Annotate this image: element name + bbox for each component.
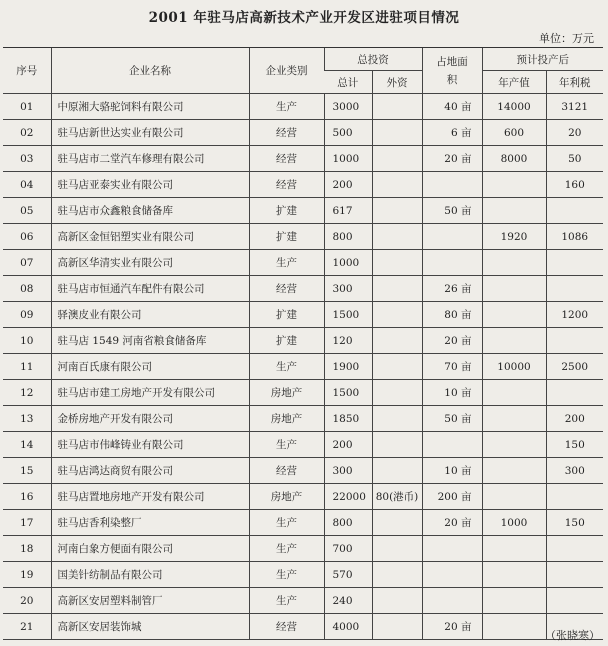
table-row — [3, 432, 603, 458]
cell-type: 经营 — [249, 458, 324, 484]
cell-annual-output — [482, 276, 546, 302]
cell-land-area — [422, 250, 482, 276]
header-total: 总计 — [324, 71, 372, 94]
cell-annual-output — [482, 562, 546, 588]
cell-land-area — [422, 224, 482, 250]
cell-annual-tax — [546, 380, 603, 406]
header-name: 企业名称 — [51, 48, 249, 94]
cell-type: 生产 — [249, 588, 324, 614]
cell-land-area — [422, 588, 482, 614]
cell-annual-output — [482, 198, 546, 224]
cell-total-investment: 1500 — [324, 380, 372, 406]
cell-company-name: 驻马店香利染整厂 — [51, 510, 249, 536]
cell-foreign-investment — [372, 302, 422, 328]
cell-total-investment: 1000 — [324, 250, 372, 276]
cell-annual-output — [482, 406, 546, 432]
header-seq: 序号 — [3, 48, 51, 94]
cell-land-area: 6 亩 — [422, 120, 482, 146]
cell-land-area: 80 亩 — [422, 302, 482, 328]
cell-foreign-investment — [372, 94, 422, 120]
cell-annual-tax — [546, 484, 603, 510]
unit-label: 单位：万元 — [539, 32, 594, 45]
cell-annual-tax — [546, 198, 603, 224]
page-title: 2001 年驻马店高新技术产业开发区进驻项目情况 — [148, 10, 460, 26]
cell-foreign-investment — [372, 432, 422, 458]
cell-foreign-investment — [372, 224, 422, 250]
cell-type: 扩建 — [249, 224, 324, 250]
cell-annual-tax: 1200 — [546, 302, 603, 328]
cell-foreign-investment — [372, 172, 422, 198]
cell-type: 经营 — [249, 614, 324, 640]
cell-foreign-investment — [372, 380, 422, 406]
cell-type: 生产 — [249, 510, 324, 536]
cell-type: 生产 — [249, 94, 324, 120]
cell-land-area: 20 亩 — [422, 510, 482, 536]
table-row — [3, 120, 603, 146]
cell-company-name: 中原湘大骆驼饲料有限公司 — [51, 94, 249, 120]
table-body — [3, 94, 603, 640]
cell-total-investment: 617 — [324, 198, 372, 224]
cell-total-investment: 3000 — [324, 94, 372, 120]
table-row — [3, 536, 603, 562]
cell-foreign-investment — [372, 536, 422, 562]
cell-foreign-investment — [372, 198, 422, 224]
cell-total-investment: 800 — [324, 510, 372, 536]
cell-seq: 04 — [3, 172, 51, 198]
cell-seq: 09 — [3, 302, 51, 328]
cell-type: 扩建 — [249, 198, 324, 224]
cell-foreign-investment — [372, 458, 422, 484]
cell-type: 经营 — [249, 276, 324, 302]
cell-type: 房地产 — [249, 484, 324, 510]
table-row — [3, 484, 603, 510]
table-row — [3, 302, 603, 328]
cell-seq: 10 — [3, 328, 51, 354]
cell-type: 房地产 — [249, 406, 324, 432]
cell-annual-tax: 150 — [546, 510, 603, 536]
cell-land-area — [422, 172, 482, 198]
cell-land-area: 26 亩 — [422, 276, 482, 302]
cell-land-area: 50 亩 — [422, 406, 482, 432]
cell-foreign-investment — [372, 588, 422, 614]
cell-annual-output: 8000 — [482, 146, 546, 172]
cell-type: 扩建 — [249, 302, 324, 328]
cell-seq: 13 — [3, 406, 51, 432]
cell-seq: 15 — [3, 458, 51, 484]
cell-total-investment: 1900 — [324, 354, 372, 380]
cell-company-name: 河南百氏康有限公司 — [51, 354, 249, 380]
cell-annual-tax — [546, 276, 603, 302]
cell-company-name: 河南白象方便面有限公司 — [51, 536, 249, 562]
cell-foreign-investment — [372, 614, 422, 640]
cell-company-name: 驻马店市众鑫粮食储备库 — [51, 198, 249, 224]
cell-land-area: 70 亩 — [422, 354, 482, 380]
cell-foreign-investment — [372, 406, 422, 432]
cell-annual-output — [482, 458, 546, 484]
table-row — [3, 276, 603, 302]
table-row — [3, 94, 603, 120]
cell-company-name: 驻马店鸿达商贸有限公司 — [51, 458, 249, 484]
cell-seq: 02 — [3, 120, 51, 146]
table-row — [3, 328, 603, 354]
cell-seq: 21 — [3, 614, 51, 640]
cell-annual-output — [482, 432, 546, 458]
cell-seq: 16 — [3, 484, 51, 510]
cell-annual-tax: 2500 — [546, 354, 603, 380]
cell-annual-output — [482, 536, 546, 562]
cell-type: 生产 — [249, 354, 324, 380]
cell-annual-tax — [546, 328, 603, 354]
cell-total-investment: 300 — [324, 458, 372, 484]
cell-company-name: 高新区华清实业有限公司 — [51, 250, 249, 276]
cell-total-investment: 120 — [324, 328, 372, 354]
table-row — [3, 224, 603, 250]
table-row — [3, 614, 603, 640]
cell-total-investment: 22000 — [324, 484, 372, 510]
cell-type: 生产 — [249, 536, 324, 562]
cell-annual-tax: 1086 — [546, 224, 603, 250]
table-row — [3, 172, 603, 198]
cell-annual-tax — [546, 250, 603, 276]
cell-total-investment: 800 — [324, 224, 372, 250]
cell-annual-output — [482, 588, 546, 614]
cell-annual-tax: 3121 — [546, 94, 603, 120]
cell-annual-tax: 200 — [546, 406, 603, 432]
cell-total-investment: 300 — [324, 276, 372, 302]
cell-land-area — [422, 562, 482, 588]
table-row — [3, 250, 603, 276]
cell-company-name: 金桥房地产开发有限公司 — [51, 406, 249, 432]
cell-type: 生产 — [249, 432, 324, 458]
cell-company-name: 驻马店市二堂汽车修理有限公司 — [51, 146, 249, 172]
cell-seq: 12 — [3, 380, 51, 406]
cell-annual-output — [482, 302, 546, 328]
header-row-1 — [3, 48, 603, 71]
cell-total-investment: 200 — [324, 432, 372, 458]
cell-foreign-investment — [372, 120, 422, 146]
cell-foreign-investment — [372, 510, 422, 536]
cell-land-area: 50 亩 — [422, 198, 482, 224]
cell-annual-output — [482, 172, 546, 198]
cell-annual-output — [482, 250, 546, 276]
header-tax: 年利税 — [546, 71, 603, 94]
cell-foreign-investment — [372, 562, 422, 588]
cell-foreign-investment — [372, 146, 422, 172]
cell-annual-output — [482, 380, 546, 406]
cell-annual-output: 1920 — [482, 224, 546, 250]
cell-seq: 03 — [3, 146, 51, 172]
cell-annual-tax — [546, 536, 603, 562]
cell-annual-output — [482, 484, 546, 510]
table-row — [3, 406, 603, 432]
cell-foreign-investment — [372, 354, 422, 380]
header-expected: 预计投产后 — [482, 48, 603, 71]
cell-company-name: 驻马店新世达实业有限公司 — [51, 120, 249, 146]
cell-total-investment: 1500 — [324, 302, 372, 328]
cell-type: 经营 — [249, 120, 324, 146]
cell-annual-output: 1000 — [482, 510, 546, 536]
cell-type: 生产 — [249, 562, 324, 588]
header-area: 占地面积 — [422, 48, 482, 94]
cell-seq: 01 — [3, 94, 51, 120]
cell-type: 经营 — [249, 146, 324, 172]
cell-land-area: 10 亩 — [422, 380, 482, 406]
cell-foreign-investment — [372, 276, 422, 302]
cell-total-investment: 700 — [324, 536, 372, 562]
cell-total-investment: 1000 — [324, 146, 372, 172]
table-row — [3, 588, 603, 614]
cell-annual-output: 14000 — [482, 94, 546, 120]
table-row — [3, 562, 603, 588]
cell-seq: 17 — [3, 510, 51, 536]
cell-company-name: 国美针纺制品有限公司 — [51, 562, 249, 588]
table-row — [3, 146, 603, 172]
table-row — [3, 458, 603, 484]
cell-seq: 18 — [3, 536, 51, 562]
cell-type: 经营 — [249, 172, 324, 198]
cell-seq: 06 — [3, 224, 51, 250]
cell-foreign-investment — [372, 250, 422, 276]
cell-company-name: 驻马店市伟峰铸业有限公司 — [51, 432, 249, 458]
table-row — [3, 354, 603, 380]
cell-company-name: 驻马店 1549 河南省粮食储备库 — [51, 328, 249, 354]
cell-annual-tax: 300 — [546, 458, 603, 484]
cell-type: 扩建 — [249, 328, 324, 354]
table-row — [3, 198, 603, 224]
cell-total-investment: 570 — [324, 562, 372, 588]
author-credit: （张晓寒） — [545, 629, 600, 642]
header-invest: 总投资 — [324, 48, 422, 71]
header-foreign: 外资 — [372, 71, 422, 94]
cell-seq: 19 — [3, 562, 51, 588]
cell-foreign-investment: 80(港币) — [372, 484, 422, 510]
cell-foreign-investment — [372, 328, 422, 354]
cell-total-investment: 1850 — [324, 406, 372, 432]
cell-annual-output: 10000 — [482, 354, 546, 380]
cell-type: 生产 — [249, 250, 324, 276]
cell-land-area: 20 亩 — [422, 614, 482, 640]
cell-land-area: 200 亩 — [422, 484, 482, 510]
cell-seq: 07 — [3, 250, 51, 276]
cell-land-area: 20 亩 — [422, 146, 482, 172]
projects-table — [3, 47, 603, 640]
cell-company-name: 驻马店置地房地产开发有限公司 — [51, 484, 249, 510]
cell-annual-output: 600 — [482, 120, 546, 146]
header-output: 年产值 — [482, 71, 546, 94]
cell-annual-tax — [546, 562, 603, 588]
cell-annual-output — [482, 328, 546, 354]
cell-total-investment: 500 — [324, 120, 372, 146]
cell-total-investment: 240 — [324, 588, 372, 614]
cell-company-name: 驻马店市恒通汽车配件有限公司 — [51, 276, 249, 302]
cell-seq: 05 — [3, 198, 51, 224]
cell-seq: 14 — [3, 432, 51, 458]
cell-company-name: 高新区金恒铝塑实业有限公司 — [51, 224, 249, 250]
cell-seq: 11 — [3, 354, 51, 380]
cell-seq: 08 — [3, 276, 51, 302]
cell-company-name: 驿澳皮业有限公司 — [51, 302, 249, 328]
cell-annual-tax — [546, 588, 603, 614]
cell-company-name: 高新区安居塑料制管厂 — [51, 588, 249, 614]
table-row — [3, 510, 603, 536]
cell-land-area: 40 亩 — [422, 94, 482, 120]
cell-total-investment: 200 — [324, 172, 372, 198]
cell-company-name: 高新区安居装饰城 — [51, 614, 249, 640]
cell-type: 房地产 — [249, 380, 324, 406]
cell-land-area — [422, 432, 482, 458]
cell-annual-output — [482, 614, 546, 640]
cell-land-area: 10 亩 — [422, 458, 482, 484]
cell-land-area: 20 亩 — [422, 328, 482, 354]
cell-company-name: 驻马店市建工房地产开发有限公司 — [51, 380, 249, 406]
cell-seq: 20 — [3, 588, 51, 614]
cell-company-name: 驻马店亚泰实业有限公司 — [51, 172, 249, 198]
cell-total-investment: 4000 — [324, 614, 372, 640]
table-row — [3, 380, 603, 406]
cell-annual-tax: 50 — [546, 146, 603, 172]
cell-annual-tax: 160 — [546, 172, 603, 198]
cell-annual-tax: 150 — [546, 432, 603, 458]
cell-land-area — [422, 536, 482, 562]
header-type: 企业类别 — [249, 48, 324, 94]
cell-annual-tax: 20 — [546, 120, 603, 146]
